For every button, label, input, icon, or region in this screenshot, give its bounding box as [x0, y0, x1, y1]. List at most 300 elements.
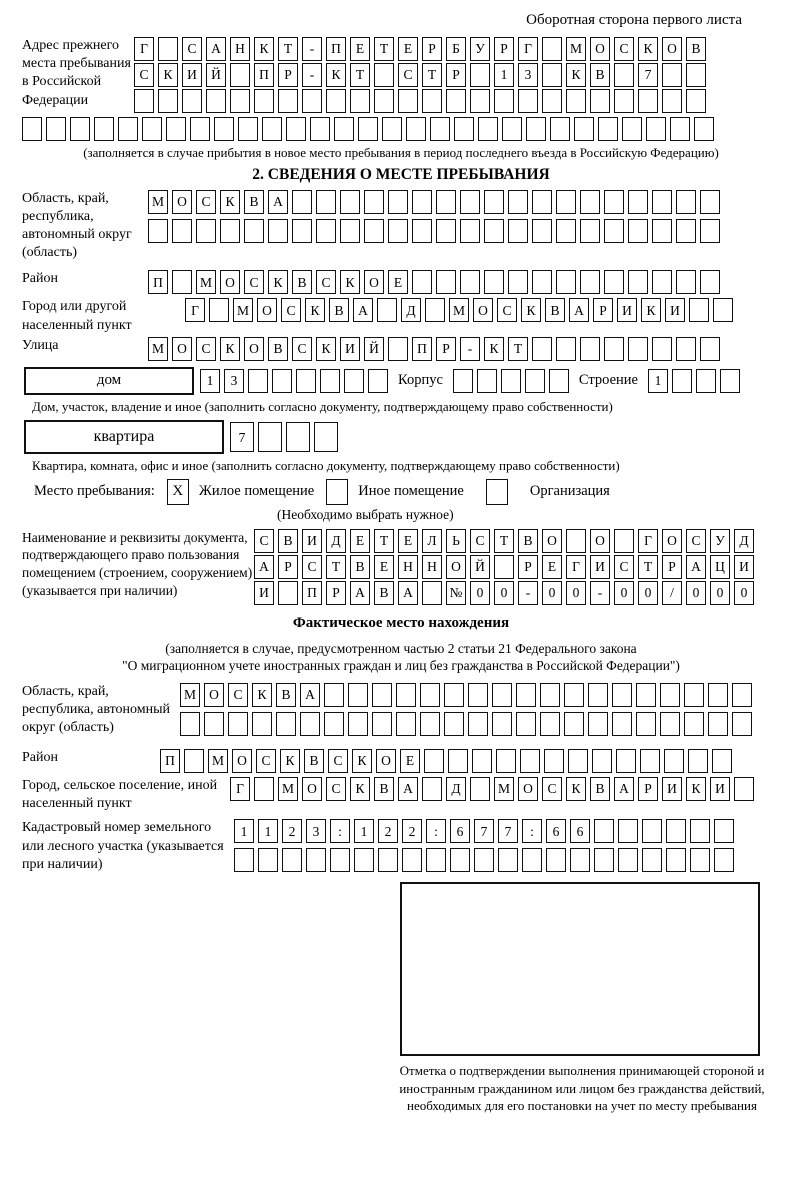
char-cell[interactable] — [628, 337, 648, 361]
char-cell[interactable] — [660, 712, 680, 736]
char-cell[interactable] — [196, 219, 216, 243]
char-cell[interactable] — [422, 581, 442, 605]
char-cell[interactable] — [594, 819, 614, 843]
char-cell[interactable]: Г — [230, 777, 250, 801]
stay-type-checkbox-residential[interactable]: X — [167, 479, 189, 505]
char-cell[interactable] — [526, 117, 546, 141]
char-cell[interactable] — [22, 117, 42, 141]
char-cell[interactable]: О — [542, 529, 562, 553]
char-cell[interactable]: К — [352, 749, 372, 773]
char-cell[interactable] — [340, 219, 360, 243]
char-cell[interactable]: В — [374, 777, 394, 801]
char-cell[interactable]: 3 — [306, 819, 326, 843]
char-cell[interactable]: В — [545, 298, 565, 322]
char-cell[interactable] — [252, 712, 272, 736]
char-cell[interactable]: М — [180, 683, 200, 707]
char-cell[interactable] — [556, 270, 576, 294]
char-cell[interactable] — [508, 270, 528, 294]
char-cell[interactable]: Р — [638, 777, 658, 801]
char-cell[interactable] — [228, 712, 248, 736]
char-cell[interactable]: А — [614, 777, 634, 801]
char-cell[interactable]: К — [566, 777, 586, 801]
char-cell[interactable] — [324, 683, 344, 707]
actual-region-row-2[interactable] — [180, 712, 752, 736]
actual-city-row[interactable] — [230, 777, 754, 801]
document-row-3[interactable] — [254, 581, 754, 605]
char-cell[interactable] — [453, 369, 473, 393]
char-cell[interactable] — [690, 819, 710, 843]
char-cell[interactable] — [542, 89, 562, 113]
char-cell[interactable]: В — [278, 529, 298, 553]
char-cell[interactable]: Й — [206, 63, 226, 87]
char-cell[interactable] — [549, 369, 569, 393]
char-cell[interactable]: С — [281, 298, 301, 322]
char-cell[interactable] — [712, 749, 732, 773]
char-cell[interactable] — [684, 683, 704, 707]
char-cell[interactable] — [604, 270, 624, 294]
char-cell[interactable]: Е — [400, 749, 420, 773]
char-cell[interactable] — [296, 369, 316, 393]
char-cell[interactable] — [472, 749, 492, 773]
char-cell[interactable] — [118, 117, 138, 141]
char-cell[interactable]: Н — [398, 555, 418, 579]
char-cell[interactable]: П — [326, 37, 346, 61]
char-cell[interactable] — [516, 683, 536, 707]
char-cell[interactable] — [714, 819, 734, 843]
char-cell[interactable] — [406, 117, 426, 141]
char-cell[interactable] — [190, 117, 210, 141]
char-cell[interactable] — [468, 683, 488, 707]
char-cell[interactable]: С — [686, 529, 706, 553]
char-cell[interactable]: В — [590, 63, 610, 87]
cadastre-row-2[interactable] — [234, 848, 734, 872]
char-cell[interactable] — [424, 749, 444, 773]
char-cell[interactable] — [180, 712, 200, 736]
char-cell[interactable] — [454, 117, 474, 141]
char-cell[interactable]: 7 — [474, 819, 494, 843]
char-cell[interactable]: 0 — [614, 581, 634, 605]
char-cell[interactable]: И — [254, 581, 274, 605]
char-cell[interactable] — [690, 848, 710, 872]
char-cell[interactable] — [292, 190, 312, 214]
char-cell[interactable] — [230, 89, 250, 113]
char-cell[interactable] — [612, 683, 632, 707]
char-cell[interactable] — [732, 712, 752, 736]
char-cell[interactable] — [377, 298, 397, 322]
char-cell[interactable] — [374, 89, 394, 113]
char-cell[interactable] — [314, 422, 338, 452]
char-cell[interactable] — [258, 848, 278, 872]
char-cell[interactable]: 6 — [570, 819, 590, 843]
char-cell[interactable] — [316, 190, 336, 214]
char-cell[interactable]: 0 — [470, 581, 490, 605]
char-cell[interactable] — [388, 190, 408, 214]
char-cell[interactable]: 1 — [234, 819, 254, 843]
char-cell[interactable]: С — [398, 63, 418, 87]
char-cell[interactable]: Ц — [710, 555, 730, 579]
char-cell[interactable]: К — [340, 270, 360, 294]
char-cell[interactable]: К — [305, 298, 325, 322]
char-cell[interactable] — [628, 270, 648, 294]
char-cell[interactable] — [286, 117, 306, 141]
char-cell[interactable] — [522, 848, 542, 872]
actual-district-row[interactable] — [160, 749, 732, 773]
char-cell[interactable]: - — [302, 37, 322, 61]
document-row-1[interactable] — [254, 529, 754, 553]
char-cell[interactable] — [618, 848, 638, 872]
char-cell[interactable]: 0 — [734, 581, 754, 605]
char-cell[interactable] — [258, 422, 282, 452]
char-cell[interactable]: Ь — [446, 529, 466, 553]
char-cell[interactable] — [148, 219, 168, 243]
char-cell[interactable]: Р — [422, 37, 442, 61]
char-cell[interactable]: С — [196, 190, 216, 214]
char-cell[interactable] — [676, 270, 696, 294]
char-cell[interactable]: Т — [508, 337, 528, 361]
char-cell[interactable]: С — [497, 298, 517, 322]
char-cell[interactable] — [470, 89, 490, 113]
char-cell[interactable] — [612, 712, 632, 736]
char-cell[interactable] — [652, 337, 672, 361]
char-cell[interactable] — [686, 63, 706, 87]
char-cell[interactable] — [532, 219, 552, 243]
char-cell[interactable] — [70, 117, 90, 141]
char-cell[interactable]: П — [160, 749, 180, 773]
char-cell[interactable]: А — [206, 37, 226, 61]
char-cell[interactable]: Л — [422, 529, 442, 553]
char-cell[interactable] — [708, 712, 728, 736]
char-cell[interactable]: Е — [350, 37, 370, 61]
char-cell[interactable] — [460, 219, 480, 243]
char-cell[interactable]: О — [590, 529, 610, 553]
char-cell[interactable] — [520, 749, 540, 773]
char-cell[interactable] — [501, 369, 521, 393]
street-row[interactable] — [148, 337, 720, 361]
char-cell[interactable]: Г — [518, 37, 538, 61]
char-cell[interactable] — [652, 270, 672, 294]
char-cell[interactable] — [172, 219, 192, 243]
char-cell[interactable] — [206, 89, 226, 113]
char-cell[interactable]: Й — [364, 337, 384, 361]
char-cell[interactable]: А — [254, 555, 274, 579]
char-cell[interactable]: С — [614, 37, 634, 61]
char-cell[interactable] — [664, 749, 684, 773]
char-cell[interactable]: Е — [542, 555, 562, 579]
char-cell[interactable] — [388, 219, 408, 243]
char-cell[interactable] — [662, 89, 682, 113]
char-cell[interactable]: В — [374, 581, 394, 605]
char-cell[interactable] — [244, 219, 264, 243]
char-cell[interactable] — [666, 848, 686, 872]
char-cell[interactable]: С — [292, 337, 312, 361]
char-cell[interactable] — [396, 712, 416, 736]
char-cell[interactable]: К — [268, 270, 288, 294]
char-cell[interactable] — [412, 190, 432, 214]
char-cell[interactable] — [734, 777, 754, 801]
char-cell[interactable] — [494, 555, 514, 579]
char-cell[interactable] — [676, 190, 696, 214]
char-cell[interactable]: С — [470, 529, 490, 553]
char-cell[interactable] — [594, 848, 614, 872]
char-cell[interactable] — [278, 89, 298, 113]
char-cell[interactable] — [628, 219, 648, 243]
char-cell[interactable] — [544, 749, 564, 773]
char-cell[interactable]: К — [686, 777, 706, 801]
char-cell[interactable] — [502, 117, 522, 141]
char-cell[interactable]: Р — [518, 555, 538, 579]
char-cell[interactable] — [688, 749, 708, 773]
char-cell[interactable]: - — [590, 581, 610, 605]
char-cell[interactable]: Е — [350, 529, 370, 553]
char-cell[interactable]: 7 — [638, 63, 658, 87]
char-cell[interactable] — [566, 89, 586, 113]
char-cell[interactable] — [422, 777, 442, 801]
char-cell[interactable]: И — [590, 555, 610, 579]
district-row[interactable] — [148, 270, 720, 294]
char-cell[interactable]: В — [329, 298, 349, 322]
document-row-2[interactable] — [254, 555, 754, 579]
char-cell[interactable] — [425, 298, 445, 322]
char-cell[interactable]: А — [300, 683, 320, 707]
char-cell[interactable]: К — [521, 298, 541, 322]
char-cell[interactable]: Р — [326, 581, 346, 605]
char-cell[interactable]: Е — [374, 555, 394, 579]
char-cell[interactable]: : — [330, 819, 350, 843]
char-cell[interactable]: Т — [422, 63, 442, 87]
char-cell[interactable] — [436, 190, 456, 214]
char-cell[interactable]: А — [398, 777, 418, 801]
char-cell[interactable]: И — [182, 63, 202, 87]
char-cell[interactable]: С — [244, 270, 264, 294]
char-cell[interactable] — [484, 219, 504, 243]
char-cell[interactable] — [484, 270, 504, 294]
char-cell[interactable] — [209, 298, 229, 322]
region-row-1[interactable] — [148, 190, 720, 214]
char-cell[interactable]: Д — [401, 298, 421, 322]
char-cell[interactable]: М — [233, 298, 253, 322]
char-cell[interactable]: В — [244, 190, 264, 214]
char-cell[interactable] — [444, 712, 464, 736]
char-cell[interactable] — [430, 117, 450, 141]
char-cell[interactable] — [732, 683, 752, 707]
char-cell[interactable]: М — [208, 749, 228, 773]
char-cell[interactable]: Т — [638, 555, 658, 579]
char-cell[interactable]: / — [662, 581, 682, 605]
char-cell[interactable] — [660, 683, 680, 707]
char-cell[interactable]: О — [302, 777, 322, 801]
char-cell[interactable] — [556, 337, 576, 361]
char-cell[interactable] — [302, 89, 322, 113]
char-cell[interactable]: О — [376, 749, 396, 773]
char-cell[interactable] — [556, 190, 576, 214]
char-cell[interactable]: В — [686, 37, 706, 61]
char-cell[interactable] — [700, 219, 720, 243]
char-cell[interactable] — [436, 270, 456, 294]
char-cell[interactable]: 3 — [224, 369, 244, 393]
char-cell[interactable] — [436, 219, 456, 243]
char-cell[interactable]: О — [257, 298, 277, 322]
char-cell[interactable] — [248, 369, 268, 393]
char-cell[interactable] — [700, 270, 720, 294]
char-cell[interactable] — [46, 117, 66, 141]
char-cell[interactable] — [714, 848, 734, 872]
char-cell[interactable] — [566, 529, 586, 553]
char-cell[interactable] — [354, 848, 374, 872]
char-cell[interactable] — [446, 89, 466, 113]
char-cell[interactable]: Г — [134, 37, 154, 61]
char-cell[interactable] — [262, 117, 282, 141]
char-cell[interactable] — [306, 848, 326, 872]
prev-address-row-1[interactable] — [134, 37, 706, 61]
stay-type-checkbox-organization[interactable] — [486, 479, 508, 505]
char-cell[interactable]: - — [302, 63, 322, 87]
char-cell[interactable] — [286, 422, 310, 452]
char-cell[interactable] — [300, 712, 320, 736]
char-cell[interactable]: М — [148, 337, 168, 361]
char-cell[interactable]: Е — [388, 270, 408, 294]
char-cell[interactable] — [694, 117, 714, 141]
char-cell[interactable]: 0 — [638, 581, 658, 605]
char-cell[interactable] — [580, 190, 600, 214]
char-cell[interactable]: О — [364, 270, 384, 294]
char-cell[interactable]: Й — [470, 555, 490, 579]
char-cell[interactable] — [368, 369, 388, 393]
char-cell[interactable] — [450, 848, 470, 872]
char-cell[interactable]: 0 — [686, 581, 706, 605]
char-cell[interactable]: Т — [374, 37, 394, 61]
char-cell[interactable] — [474, 848, 494, 872]
char-cell[interactable] — [713, 298, 733, 322]
char-cell[interactable]: Т — [326, 555, 346, 579]
char-cell[interactable]: С — [228, 683, 248, 707]
region-row-2[interactable] — [148, 219, 720, 243]
char-cell[interactable] — [272, 369, 292, 393]
char-cell[interactable]: Р — [278, 63, 298, 87]
char-cell[interactable] — [460, 270, 480, 294]
korpus-cells[interactable] — [453, 369, 569, 393]
char-cell[interactable]: К — [566, 63, 586, 87]
char-cell[interactable]: Г — [185, 298, 205, 322]
char-cell[interactable]: 6 — [546, 819, 566, 843]
char-cell[interactable]: К — [254, 37, 274, 61]
char-cell[interactable]: С — [328, 749, 348, 773]
char-cell[interactable] — [689, 298, 709, 322]
char-cell[interactable]: В — [268, 337, 288, 361]
char-cell[interactable]: Б — [446, 37, 466, 61]
char-cell[interactable] — [234, 848, 254, 872]
char-cell[interactable]: - — [518, 581, 538, 605]
char-cell[interactable] — [364, 190, 384, 214]
char-cell[interactable] — [636, 712, 656, 736]
char-cell[interactable]: Т — [278, 37, 298, 61]
char-cell[interactable] — [636, 683, 656, 707]
char-cell[interactable] — [320, 369, 340, 393]
char-cell[interactable]: 0 — [710, 581, 730, 605]
char-cell[interactable] — [518, 89, 538, 113]
char-cell[interactable]: И — [734, 555, 754, 579]
char-cell[interactable] — [348, 712, 368, 736]
char-cell[interactable] — [618, 819, 638, 843]
char-cell[interactable]: А — [268, 190, 288, 214]
char-cell[interactable]: Р — [436, 337, 456, 361]
char-cell[interactable]: 6 — [450, 819, 470, 843]
char-cell[interactable] — [588, 712, 608, 736]
char-cell[interactable] — [378, 848, 398, 872]
char-cell[interactable] — [588, 683, 608, 707]
char-cell[interactable] — [292, 219, 312, 243]
char-cell[interactable]: И — [662, 777, 682, 801]
char-cell[interactable]: К — [638, 37, 658, 61]
char-cell[interactable]: К — [484, 337, 504, 361]
char-cell[interactable] — [700, 190, 720, 214]
char-cell[interactable] — [598, 117, 618, 141]
char-cell[interactable]: Р — [494, 37, 514, 61]
char-cell[interactable]: Т — [350, 63, 370, 87]
char-cell[interactable]: Н — [422, 555, 442, 579]
char-cell[interactable]: О — [662, 37, 682, 61]
char-cell[interactable]: 7 — [498, 819, 518, 843]
city-row[interactable] — [185, 298, 733, 322]
char-cell[interactable]: К — [252, 683, 272, 707]
char-cell[interactable] — [670, 117, 690, 141]
char-cell[interactable] — [568, 749, 588, 773]
char-cell[interactable]: 1 — [354, 819, 374, 843]
char-cell[interactable]: Д — [326, 529, 346, 553]
char-cell[interactable] — [556, 219, 576, 243]
char-cell[interactable] — [310, 117, 330, 141]
char-cell[interactable]: Р — [662, 555, 682, 579]
char-cell[interactable] — [330, 848, 350, 872]
char-cell[interactable] — [532, 190, 552, 214]
apartment-cells[interactable] — [230, 422, 338, 452]
char-cell[interactable] — [238, 117, 258, 141]
char-cell[interactable] — [412, 219, 432, 243]
char-cell[interactable] — [326, 89, 346, 113]
char-cell[interactable] — [574, 117, 594, 141]
char-cell[interactable]: С — [542, 777, 562, 801]
char-cell[interactable]: 0 — [566, 581, 586, 605]
char-cell[interactable] — [398, 89, 418, 113]
char-cell[interactable] — [616, 749, 636, 773]
char-cell[interactable]: С — [196, 337, 216, 361]
char-cell[interactable] — [184, 749, 204, 773]
char-cell[interactable] — [412, 270, 432, 294]
char-cell[interactable] — [592, 749, 612, 773]
char-cell[interactable]: О — [446, 555, 466, 579]
char-cell[interactable] — [344, 369, 364, 393]
char-cell[interactable] — [590, 89, 610, 113]
prev-address-row-2[interactable] — [134, 63, 706, 87]
char-cell[interactable] — [420, 683, 440, 707]
actual-region-row-1[interactable] — [180, 683, 752, 707]
char-cell[interactable]: И — [302, 529, 322, 553]
char-cell[interactable]: 0 — [542, 581, 562, 605]
char-cell[interactable]: В — [276, 683, 296, 707]
char-cell[interactable] — [158, 89, 178, 113]
char-cell[interactable]: : — [426, 819, 446, 843]
char-cell[interactable]: К — [326, 63, 346, 87]
char-cell[interactable] — [564, 712, 584, 736]
char-cell[interactable]: Т — [374, 529, 394, 553]
char-cell[interactable]: К — [220, 337, 240, 361]
char-cell[interactable] — [484, 190, 504, 214]
char-cell[interactable] — [686, 89, 706, 113]
char-cell[interactable]: - — [460, 337, 480, 361]
char-cell[interactable] — [182, 89, 202, 113]
prev-address-row-4[interactable] — [22, 117, 780, 141]
char-cell[interactable] — [254, 777, 274, 801]
char-cell[interactable]: О — [518, 777, 538, 801]
